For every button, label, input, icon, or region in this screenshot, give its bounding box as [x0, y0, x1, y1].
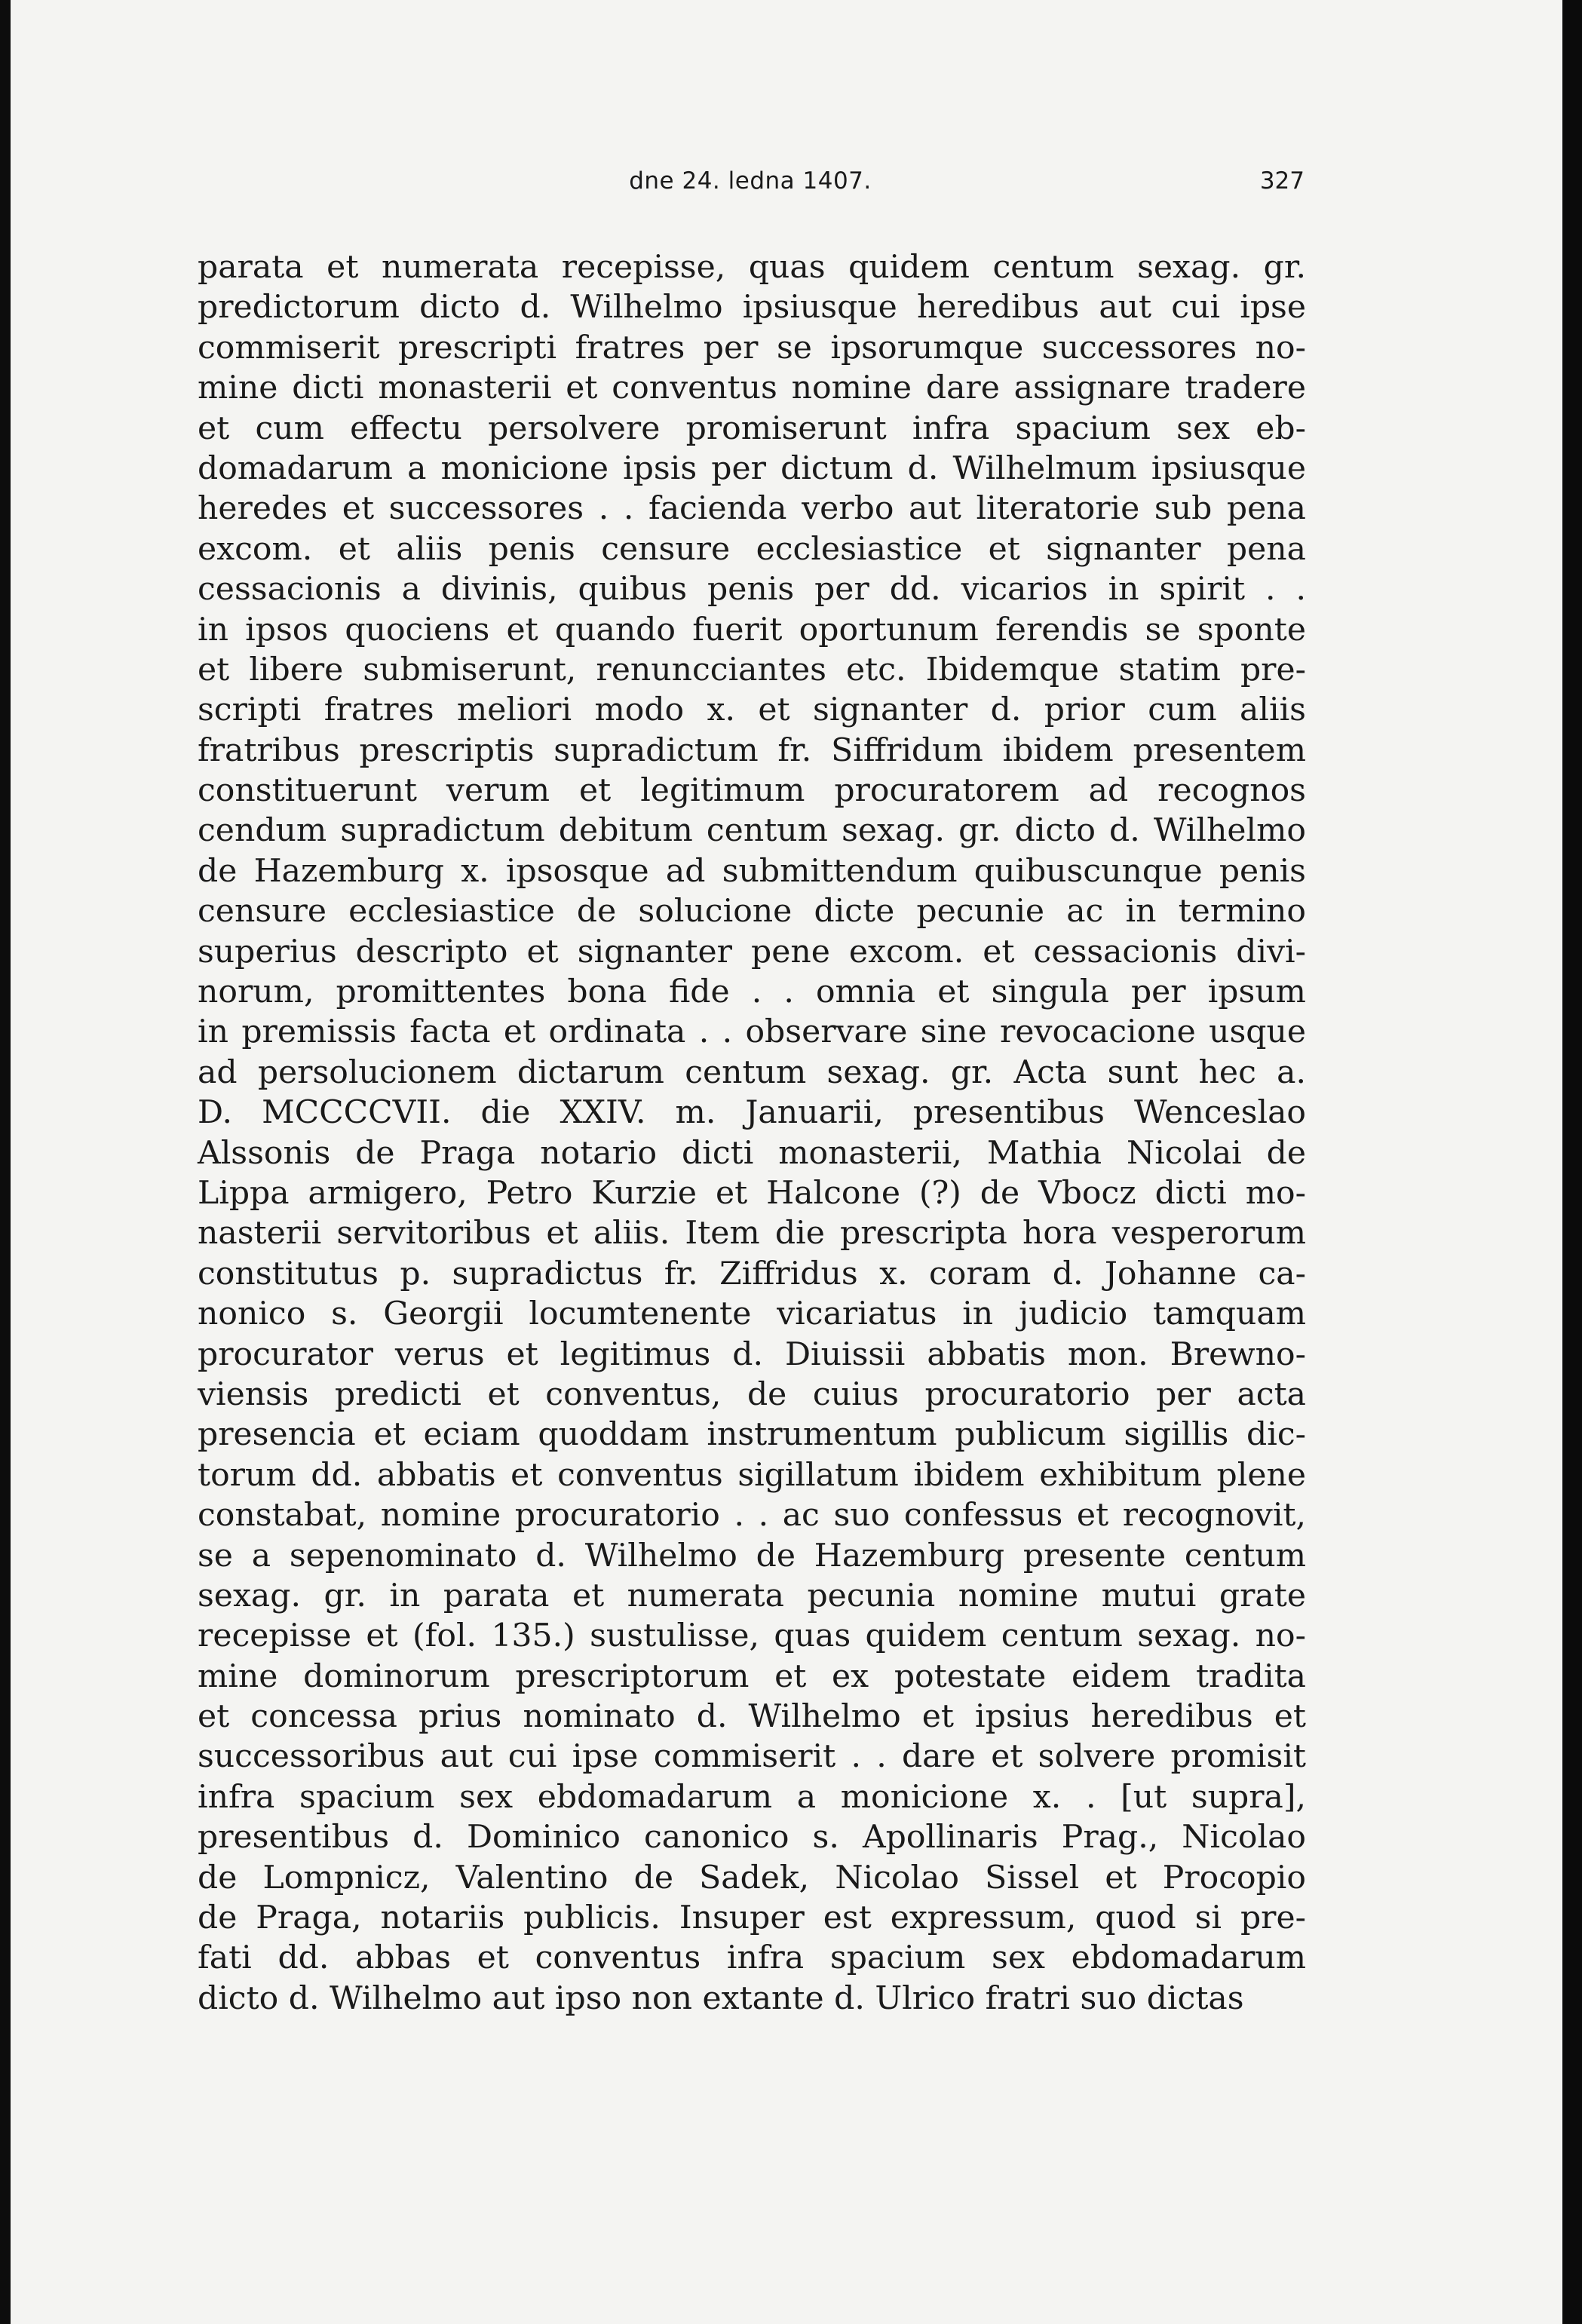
text-line: nonico s. Georgii locumtenente vicariatus in judicio tamquam — [198, 1295, 1306, 1333]
text-line: mine dicti monasterii et conventus nomine dare assignare tradere — [198, 369, 1306, 407]
text-line: presencia et eciam quoddam instrumentum publicum sigillis dic- — [198, 1416, 1306, 1454]
text-line: procurator verus et legitimus d. Diuissii abbatis mon. Brewno- — [198, 1335, 1306, 1373]
text-line: fratribus prescriptis supradictum fr. Siffridum ibidem presentem — [198, 731, 1306, 769]
text-line: commiserit prescripti fratres per se ipsorumque successores no- — [198, 329, 1306, 366]
text-line: recepisse et (fol. 135.) sustulisse, quas quidem centum sexag. no- — [198, 1617, 1306, 1655]
text-line: norum, promittentes bona fide . . omnia et singula per ipsum — [198, 973, 1306, 1011]
text-line: Alssonis de Praga notario dicti monasterii, Mathia Nicolai de — [198, 1134, 1306, 1172]
scan-left-edge — [0, 0, 11, 2324]
text-line: cessacionis a divinis, quibus penis per dd. vicarios in spirit . . — [198, 571, 1306, 609]
text-line: nasterii servitoribus et aliis. Item die prescripta hora vesperorum — [198, 1215, 1306, 1252]
text-line: parata et numerata recepisse, quas quidem centum sexag. gr. — [198, 249, 1306, 286]
text-line: heredes et successores . . facienda verbo aut literatorie sub pena — [198, 490, 1306, 528]
text-line: predictorum dicto d. Wilhelmo ipsiusque heredibus aut cui ipse — [198, 289, 1306, 327]
text-line: successoribus aut cui ipse commiserit . . dare et solvere promisit — [198, 1738, 1306, 1776]
scan-right-edge — [1562, 0, 1582, 2324]
text-line: et concessa prius nominato d. Wilhelmo et ipsius heredibus et — [198, 1698, 1306, 1736]
text-line: excom. et aliis penis censure ecclesiastice et signanter pena — [198, 530, 1306, 568]
text-line: in premissis facta et ordinata . . observare sine revocacione usque — [198, 1013, 1306, 1051]
text-line: se a sepenominato d. Wilhelmo de Hazemburg presente centum — [198, 1537, 1306, 1574]
body-text — [198, 247, 1306, 2019]
text-line: constabat, nomine procuratorio . . ac suo confessus et recognovit, — [198, 1497, 1306, 1535]
text-line: sexag. gr. in parata et numerata pecunia nomine mutui grate — [198, 1577, 1306, 1614]
text-line: torum dd. abbatis et conventus sigillatum ibidem exhibitum plene — [198, 1456, 1306, 1494]
running-head: dne 24. ledna 1407. — [629, 167, 872, 195]
text-line: presentibus d. Dominico canonico s. Apollinaris Prag., Nicolao — [198, 1819, 1306, 1856]
text-line: de Hazemburg x. ipsosque ad submittendum quibuscunque penis — [198, 852, 1306, 890]
text-line: D. MCCCCVII. die XXIV. m. Januarii, presentibus Wenceslao — [198, 1094, 1306, 1132]
text-line: et cum effectu persolvere promiserunt infra spacium sex eb- — [198, 409, 1306, 447]
text-line: mine dominorum prescriptorum et ex potestate eidem tradita — [198, 1657, 1306, 1695]
text-line: domadarum a monicione ipsis per dictum d. Wilhelmum ipsiusque — [198, 449, 1306, 487]
text-line: de Praga, notariis publicis. Insuper est expressum, quod si pre- — [198, 1899, 1306, 1937]
text-line: in ipsos quociens et quando fuerit oportunum ferendis se sponte — [198, 611, 1306, 648]
text-line: de Lompnicz, Valentino de Sadek, Nicolao Sissel et Procopio — [198, 1859, 1306, 1896]
text-line: dicto d. Wilhelmo aut ipso non extante d. Ulrico fratri suo dictas — [198, 1979, 1244, 2017]
text-line: censure ecclesiastice de solucione dicte pecunie ac in termino — [198, 893, 1306, 931]
text-line: Lippa armigero, Petro Kurzie et Halcone (?) de Vbocz dicti mo- — [198, 1174, 1306, 1212]
text-line: constituerunt verum et legitimum procuratorem ad recognos — [198, 772, 1306, 810]
text-line: infra spacium sex ebdomadarum a monicione x. . [ut supra], — [198, 1778, 1306, 1816]
text-line: constitutus p. supradictus fr. Ziffridus x. coram d. Johanne ca- — [198, 1255, 1306, 1292]
text-line: et libere submiserunt, renuncciantes etc. Ibidemque statim pre- — [198, 651, 1306, 688]
page-number: 327 — [1259, 167, 1305, 195]
text-line: superius descripto et signanter pene excom. et cessacionis divi- — [198, 933, 1306, 970]
page-header — [196, 167, 1305, 198]
text-line: scripti fratres meliori modo x. et signanter d. prior cum aliis — [198, 691, 1306, 729]
text-line: viensis predicti et conventus, de cuius procuratorio per acta — [198, 1375, 1306, 1413]
text-line: ad persolucionem dictarum centum sexag. gr. Acta sunt hec a. — [198, 1053, 1306, 1091]
text-line: cendum supradictum debitum centum sexag. gr. dicto d. Wilhelmo — [198, 812, 1306, 850]
text-line: fati dd. abbas et conventus infra spacium sex ebdomadarum — [198, 1939, 1306, 1977]
